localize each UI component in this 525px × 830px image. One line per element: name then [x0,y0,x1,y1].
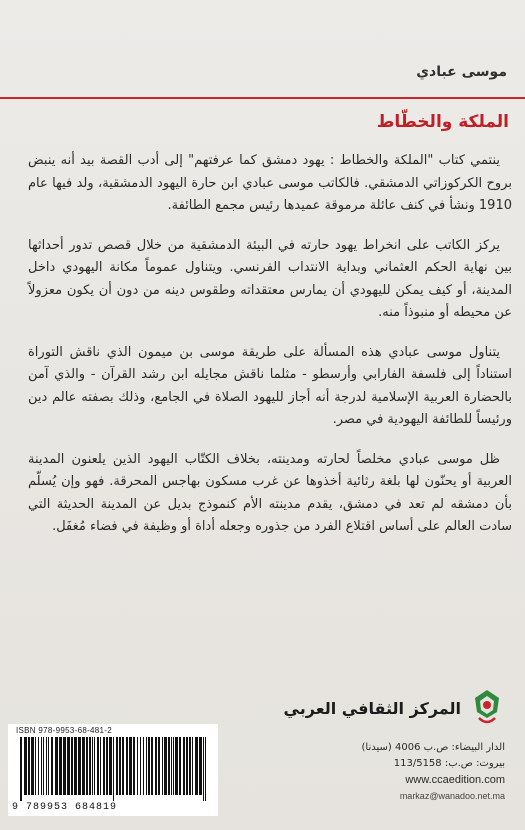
barcode-bar [164,737,167,795]
barcode-bar [92,737,93,795]
barcode-bar [133,737,135,795]
barcode-bar [100,737,101,795]
barcode-bar [146,737,147,795]
barcode-bar [31,737,34,795]
barcode-digits: 9 789953 684819 [12,802,118,813]
barcode-bar [162,737,163,795]
barcode-bar [168,737,170,795]
barcode-bar [179,737,181,795]
barcode-bar [137,737,138,795]
barcode-bar [63,737,66,795]
barcode-bar [183,737,185,795]
barcode-bar [35,737,36,795]
publisher-email: markaz@wanadoo.net.ma [399,791,505,801]
ccae-logo-icon [469,688,505,728]
barcode-bar [126,737,128,795]
barcode-bar [189,737,191,795]
barcode-bar [140,737,141,795]
barcode-bar [94,737,95,795]
barcode-bar [116,737,118,795]
barcode-bar [158,737,160,795]
barcode-bar [59,737,62,795]
barcode-bars [20,737,208,801]
barcode-bar [122,737,124,795]
red-divider [0,97,525,99]
blurb-paragraph-3: يتناول موسى عبادي هذه المسألة على طريقة موسى بن ميمون الذي ناقش التوراة استناداً إلى فلسفة الفارابي وأرسطو - مثلما ناقش مجايله ابن رشد القرآن - والذي آمن بالحضارة العربية الإسلامية لدرجة أنه أجاز لليهود الصلاة في الجامع، وذلك بصفته عالم دين ورئيساً للطائفة اليهودية في مصر. [28,344,512,427]
barcode-bar [74,737,77,795]
publisher-name: المركز الثقافي العربي [283,698,461,718]
barcode-bar [48,737,49,795]
barcode-bar [67,737,70,795]
barcode-bar [119,737,121,795]
publisher-website: www.ccaedition.com [405,774,505,786]
publisher-logo [284,688,505,728]
barcode-bar [71,737,73,795]
barcode-bar [175,737,178,795]
author-name: موسى عبادي [416,64,507,80]
book-title: الملكة والخطّاط [376,112,509,132]
barcode-bar [148,737,150,795]
publisher-address [362,740,505,804]
barcode [8,724,218,816]
barcode-bar [97,737,99,795]
barcode-bar [46,737,47,795]
address-line-casablanca: الدار البيضاء: ص.ب 4006 (سيدنا) [361,742,505,753]
blurb-text [28,150,512,556]
barcode-bar [38,737,39,795]
isbn-label: ISBN 978-9953-68-481-2 [16,726,112,735]
barcode-bar [103,737,105,795]
barcode-bar [113,737,114,801]
barcode-bar [89,737,91,795]
barcode-bar [195,737,198,795]
barcode-bar [109,737,112,795]
address-line-beirut: بيروت: ص.ب: 113/5158 [393,758,505,769]
blurb-paragraph-1: ينتمي كتاب "الملكة والخطاط : يهود دمشق كما عرفتهم" إلى أدب القصة بيد أنه ينبض بروح الكركوزاتي الدمشقي. فالكاتب موسى عبادي ابن حارة اليهود الدمشقية، ولد فيها عام 1910 ونشأ في كنف عائلة مرموقة عميدها رئيس مجمع الطائفة. [28,153,512,213]
barcode-bar [171,737,172,795]
barcode-bar [199,737,202,795]
blurb-paragraph-4: ظل موسى عبادي مخلصاً لحارته ومدينته، بخلاف الكتّاب اليهود الذين يلعنون المدينة العربية أو يحنّون لها بلغة رثائية أخذوها عن غرب مسكون بهاجس المحرقة. فهو وإن يُسلّم بأن دمشقه لم تعد في دمشق، يقدم مدينته الأم كنموذج بديل عن المدينة الحديثة التي سادت العالم على أساس اقتلاع الفرد من جذوره وجعله أداة أو وظيفة في فضاء مُغفَل. [28,451,512,534]
barcode-bar [203,737,204,801]
barcode-bar [106,737,108,795]
barcode-bar [43,737,44,795]
barcode-bar [24,737,27,795]
barcode-bar [151,737,153,795]
barcode-bar [173,737,174,795]
barcode-bar [55,737,58,795]
barcode-bar [82,737,85,795]
barcode-bar [192,737,193,795]
barcode-bar [51,737,53,795]
barcode-bar [143,737,144,795]
barcode-bar [86,737,88,795]
barcode-bar [205,737,206,801]
barcode-bar [129,737,132,795]
barcode-bar [78,737,81,795]
barcode-bar [155,737,157,795]
barcode-bar [41,737,42,795]
barcode-bar [28,737,30,795]
barcode-bar [186,737,188,795]
barcode-bar [20,737,22,801]
blurb-paragraph-2: يركز الكاتب على انخراط يهود حارته في البيئة الدمشقية من خلال قصص تدور أحداثها بين نهاية الحكم العثماني وبداية الانتداب الفرنسي. ويتناول عموماً مكانة اليهودي داخل المدينة، أو كيف يمكن لليهودي أن يمارس معتقداته وطقوس دينه من دون أن يكون معزولاً عن محيطه أو منبوذاً منه. [28,237,512,320]
